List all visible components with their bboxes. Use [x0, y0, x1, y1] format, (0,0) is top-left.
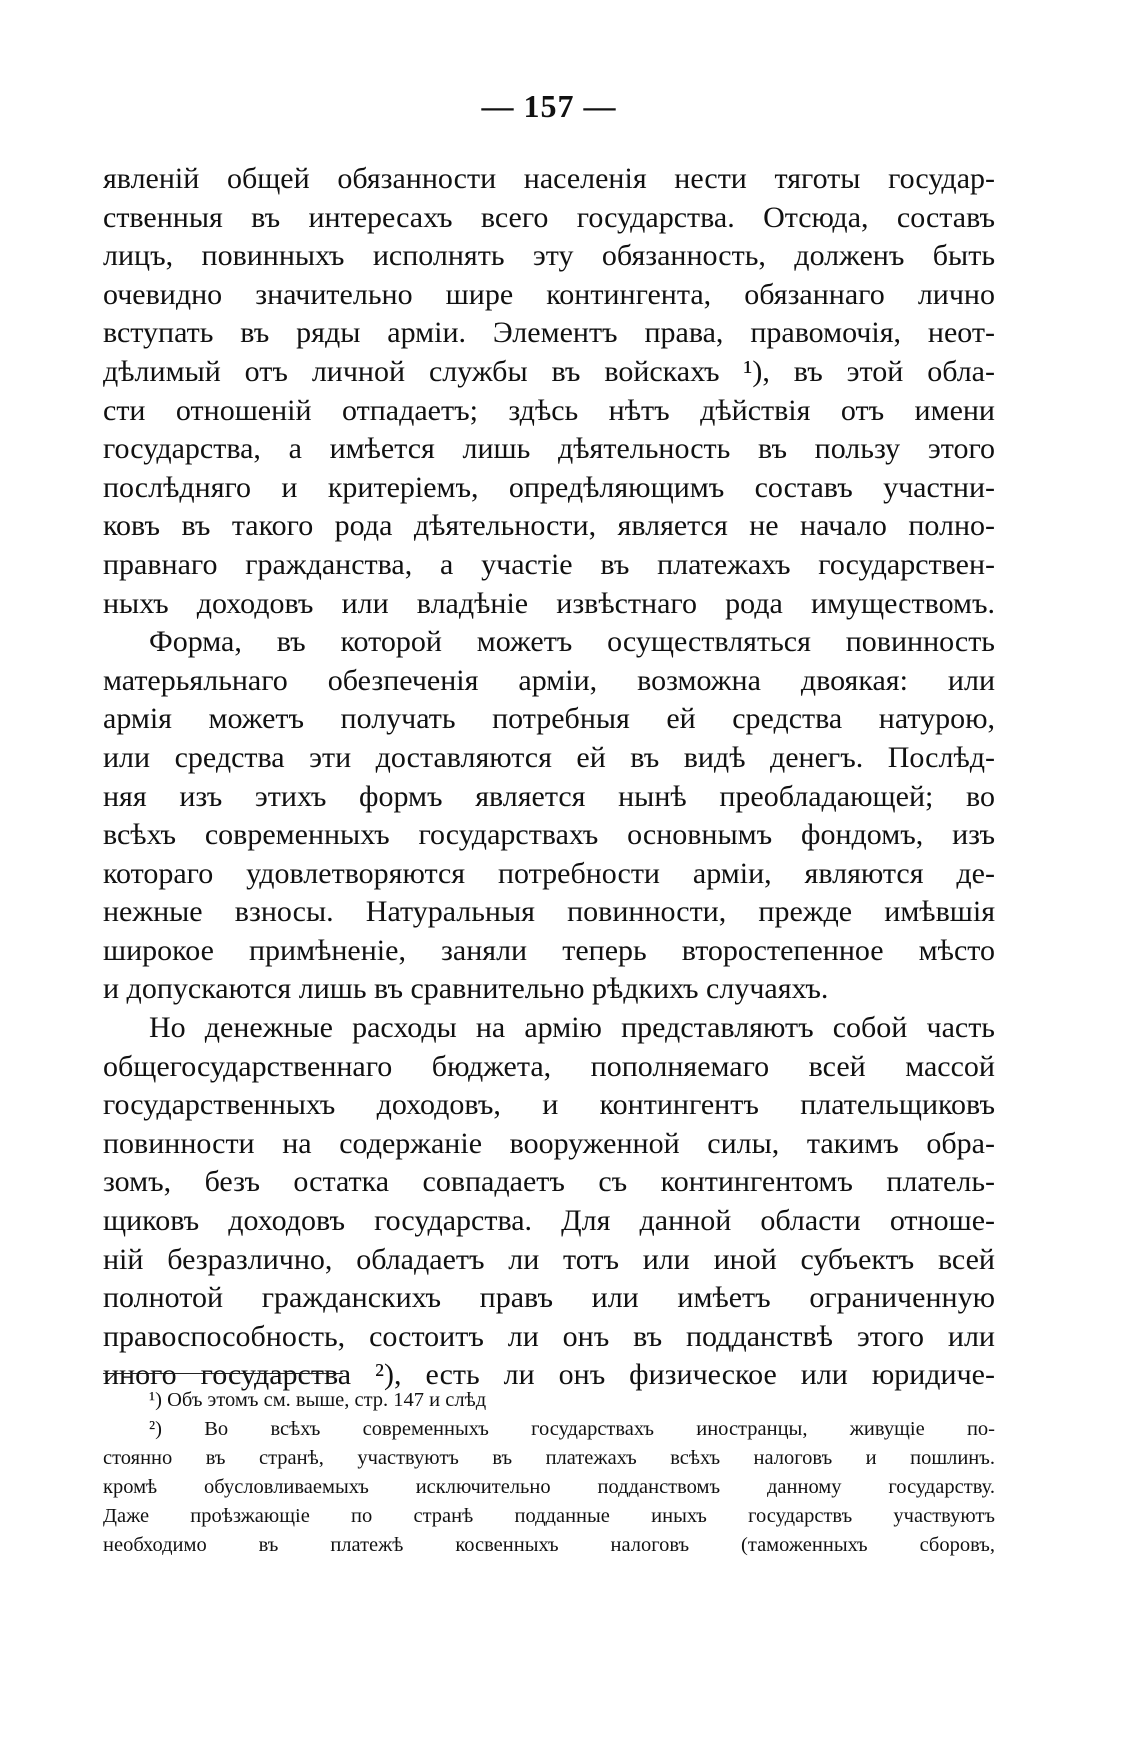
- text-line: и допускаются лишь въ сравнительно рѣдкихъ случаяхъ.: [103, 972, 829, 1006]
- text-line: няя изъ этихъ формъ является нынѣ преобладающей; во: [103, 779, 995, 813]
- text-line: государственныхъ доходовъ, и контингентъ плательщиковъ: [103, 1088, 995, 1122]
- footnote-line: стоянно въ странѣ, участвуютъ въ платежахъ всѣхъ налоговъ и пошлинъ.: [103, 1447, 995, 1469]
- footnote-line: ¹) Объ этомъ см. выше, стр. 147 и слѣд: [149, 1389, 487, 1411]
- footnote-divider: [103, 1373, 343, 1374]
- footnote-line: кромѣ обусловливаемыхъ исключительно подданствомъ данному государству.: [103, 1476, 995, 1498]
- text-line: ковъ въ такого рода дѣятельности, является не начало полно-: [103, 509, 995, 543]
- text-line: лицъ, повинныхъ исполнять эту обязанность, долженъ быть: [103, 239, 995, 273]
- text-line: явленій общей обязанности населенія нести тяготы государ-: [103, 162, 995, 195]
- text-line: правоспособность, состоитъ ли онъ въ подданствѣ этого или: [103, 1319, 995, 1353]
- text-line: щиковъ доходовъ государства. Для данной области отноше-: [103, 1204, 995, 1238]
- text-line: нежные взносы. Натуральныя повинности, прежде имѣвшія: [103, 895, 995, 929]
- text-line: правнаго гражданства, а участіе въ платежахъ государствен-: [103, 547, 995, 581]
- text-line: послѣдняго и критеріемъ, опредѣляющимъ составъ участни-: [103, 470, 995, 504]
- page-number: — 157 —: [481, 88, 617, 124]
- text-line: сти отношеній отпадаетъ; здѣсь нѣтъ дѣйствія отъ имени: [103, 393, 995, 427]
- text-line: всѣхъ современныхъ государствахъ основнымъ фондомъ, изъ: [103, 818, 995, 852]
- text-line: вступать въ ряды арміи. Элементъ права, правомочія, неот-: [103, 316, 995, 350]
- text-line: зомъ, безъ остатка совпадаетъ съ контингентомъ платель-: [103, 1165, 995, 1199]
- text-line: широкое примѣненіе, заняли теперь второстепенное мѣсто: [103, 933, 995, 967]
- text-line: ныхъ доходовъ или владѣніе извѣстнаго рода имуществомъ.: [103, 586, 995, 620]
- text-line: Форма, въ которой можетъ осуществляться повинность: [149, 625, 995, 659]
- text-line: или средства эти доставляются ей въ видѣ денегъ. Послѣд-: [103, 740, 995, 774]
- text-line: котораго удовлетворяются потребности арміи, являются де-: [103, 856, 995, 890]
- footnote-line: ²) Во всѣхъ современныхъ государствахъ иностранцы, живущіе по-: [149, 1418, 995, 1440]
- text-line: Но денежные расходы на армію представляютъ собой часть: [149, 1011, 995, 1045]
- book-page: [103, 0, 995, 1739]
- text-line: иного государства ²), есть ли онъ физическое или юридиче-: [103, 1358, 995, 1392]
- text-line: очевидно значительно шире контингента, обязаннаго лично: [103, 277, 995, 311]
- text-line: дѣлимый отъ личной службы въ войскахъ ¹), въ этой обла-: [103, 354, 995, 388]
- main-text: [103, 160, 995, 1395]
- text-line: ній безразлично, обладаетъ ли тотъ или иной субъектъ всей: [103, 1242, 995, 1276]
- text-line: государства, а имѣется лишь дѣятельность въ пользу этого: [103, 432, 995, 466]
- text-line: полнотой гражданскихъ правъ или имѣетъ ограниченную: [103, 1281, 995, 1315]
- text-line: повинности на содержаніе вооруженной силы, такимъ обра-: [103, 1126, 995, 1160]
- footnote-line: необходимо въ платежѣ косвенныхъ налоговъ (таможенныхъ сборовъ,: [103, 1534, 995, 1556]
- footnote-line: Даже проѣзжающіе по странѣ подданные иныхъ государствъ участвуютъ: [103, 1505, 995, 1527]
- text-line: армія можетъ получать потребныя ей средства натурою,: [103, 702, 995, 736]
- text-line: общегосударственнаго бюджета, пополняемаго всей массой: [103, 1049, 995, 1083]
- text-line: матерьяльнаго обезпеченія арміи, возможна двоякая: или: [103, 663, 995, 697]
- footnotes: [103, 1386, 995, 1560]
- text-line: ственныя въ интересахъ всего государства. Отсюда, составъ: [103, 200, 995, 234]
